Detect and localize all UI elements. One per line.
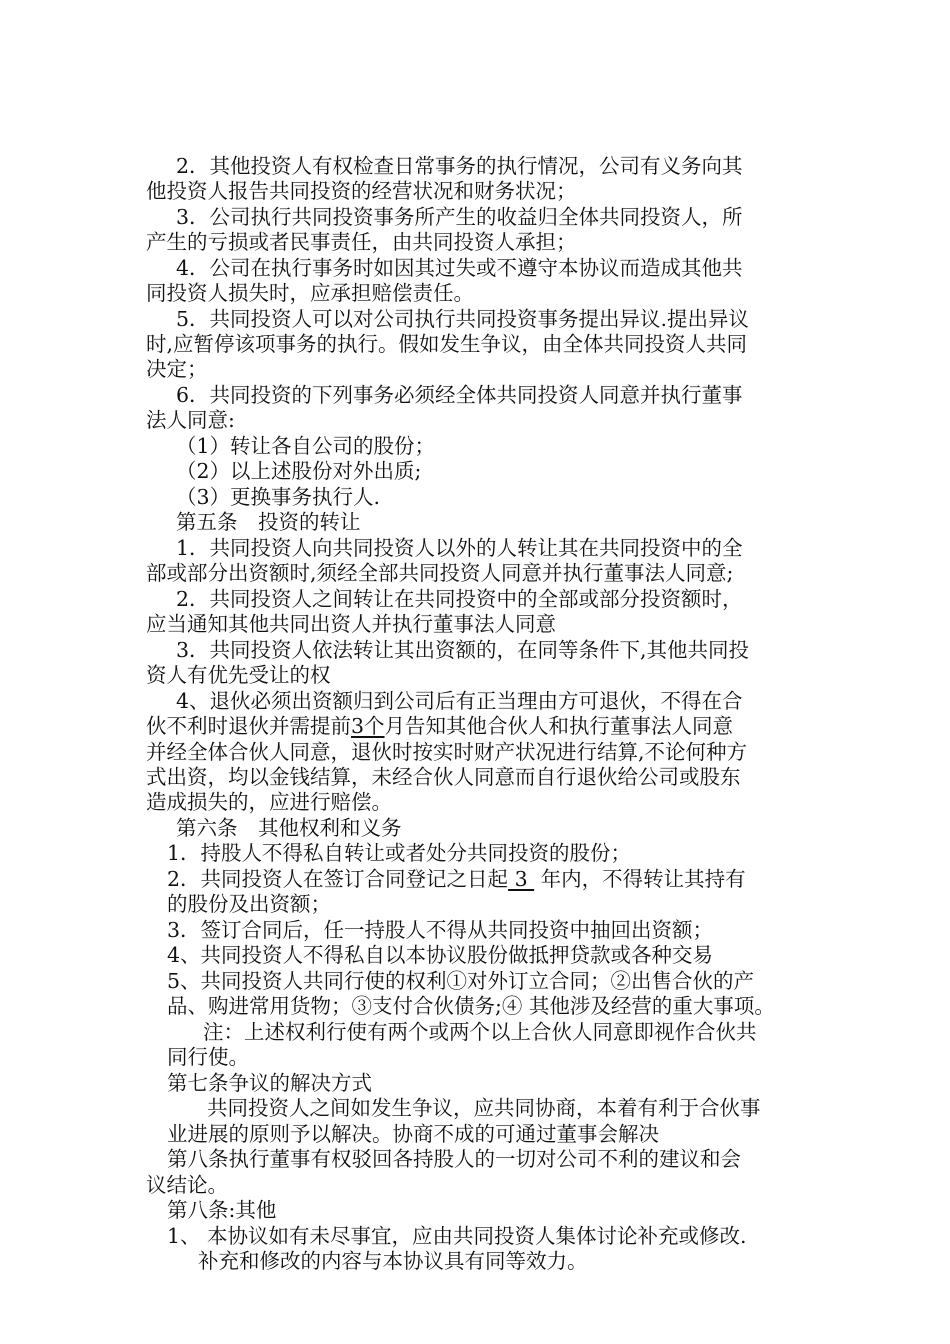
clause5-item4-line2 [146, 714, 733, 738]
clause6-item2-end: 年内，不得转让其持有 [534, 867, 746, 891]
clause8a-line1: 第八条执行董事有权驳回各持股人的一切对公司不利的建议和会 [167, 1147, 741, 1171]
clause8a-line2: 议结论。 [146, 1173, 228, 1197]
clause6-note-line1: 注：上述权利行使有两个或两个以上合伙人同意即视作合伙共 [203, 1020, 757, 1044]
clause6-item4: 4、共同投资人不得私自以本协议股份做抵押贷款或各种交易 [167, 943, 714, 967]
clause6-item2-line1 [167, 867, 746, 891]
clause8b-item1-line1: 1、 本协议如有未尽事宜，应由共同投资人集体讨论补充或修改. [167, 1224, 747, 1248]
clause5-heading: 第五条 投资的转让 [176, 510, 361, 534]
clause5-item4-line2-end: 月告知其他合伙人和执行董事法人同意 [384, 714, 734, 738]
clause4-item4-line1: 4．公司在执行事务时如因其过失或不遵守本协议而造成其他共 [176, 256, 743, 280]
clause7-body-line1: 共同投资人之间如发生争议，应共同协商，本着有利于合伙事 [207, 1096, 761, 1120]
clause5-item4-line2-start: 伙不利时退伙并需提前 [146, 714, 351, 738]
clause4-item2-line1: 2．其他投资人有权检查日常事务的执行情况，公司有义务向其 [176, 154, 743, 178]
clause4-item5-line1: 5．共同投资人可以对公司执行共同投资事务提出异议.提出异议 [176, 307, 750, 331]
clause5-item2-line2: 应当通知其他共同出资人并执行董事法人同意 [146, 612, 556, 636]
clause6-item3: 3．签订合同后，任一持股人不得从共同投资中抽回出资额； [167, 918, 714, 942]
clause5-item1-line2: 部或部分出资额时,须经全部共同投资人同意并执行董事法人同意; [146, 561, 734, 585]
clause5-item3-line2: 资人有优先受让的权 [146, 663, 331, 687]
clause6-item1: 1．持股人不得私自转让或者处分共同投资的股份； [167, 841, 632, 865]
clause6-item2-start: 2．共同投资人在签订合同登记之日起 [167, 867, 509, 891]
clause6-item2-line2: 的股份及出资额； [167, 892, 331, 916]
lockup-years: 3 [508, 867, 535, 891]
clause5-item4-line5: 造成损失的，应进行赔偿。 [146, 790, 392, 814]
clause5-item4-line4: 式出资，均以金钱结算，未经合伙人同意而自行退伙给公司或股东 [146, 765, 741, 789]
clause4-item3-line2: 产生的亏损或者民事责任，由共同投资人承担； [146, 230, 577, 254]
clause4-sub1: （1）转让各自公司的股份； [176, 434, 436, 458]
clause4-item2-line2: 他投资人报告共同投资的经营状况和财务状况； [146, 179, 577, 203]
clause7-heading: 第七条争议的解决方式 [167, 1071, 372, 1095]
clause8b-item1-line2: 补充和修改的内容与本协议具有同等效力。 [198, 1249, 588, 1273]
clause5-item3-line1: 3．共同投资人依法转让其出资额的，在同等条件下,其他共同投 [176, 638, 750, 662]
clause4-item5-line2: 时,应暂停该项事务的执行。假如发生争议，由全体共同投资人共同 [146, 332, 748, 356]
clause6-item5-line2: 品、购进常用货物；③支付合伙债务;④ 其他涉及经营的重大事项。 [167, 994, 775, 1018]
clause7-body-line2: 业进展的原则予以解决。协商不成的可通过董事会解决 [167, 1122, 659, 1146]
notice-period-months: 3个 [351, 714, 385, 738]
clause4-item5-line3: 决定； [146, 357, 208, 381]
clause6-note-line2: 同行使。 [167, 1045, 249, 1069]
clause5-item1-line1: 1．共同投资人向共同投资人以外的人转让其在共同投资中的全 [176, 536, 743, 560]
clause4-item6-line2: 法人同意: [146, 408, 235, 432]
clause6-heading: 第六条 其他权利和义务 [176, 816, 402, 840]
clause4-item3-line1: 3．公司执行共同投资事务所产生的收益归全体共同投资人，所 [176, 205, 743, 229]
clause5-item2-line1: 2．共同投资人之间转让在共同投资中的全部或部分投资额时， [176, 587, 743, 611]
clause6-item5-line1: 5、共同投资人共同行使的权利①对外订立合同；②出售合伙的产 [167, 969, 755, 993]
clause4-item6-line1: 6．共同投资的下列事务必须经全体共同投资人同意并执行董事 [176, 383, 743, 407]
clause4-item4-line2: 同投资人损失时，应承担赔偿责任。 [146, 281, 474, 305]
clause5-item4-line1: 4、退伙必须出资额归到公司后有正当理由方可退伙，不得在合 [176, 689, 743, 713]
clause4-sub2: （2）以上述股份对外出质; [176, 459, 422, 483]
clause8b-heading: 第八条:其他 [167, 1198, 277, 1222]
clause4-sub3: （3）更换事务执行人. [176, 485, 381, 509]
clause5-item4-line3: 并经全体合伙人同意，退伙时按实时财产状况进行结算,不论何种方 [146, 740, 748, 764]
